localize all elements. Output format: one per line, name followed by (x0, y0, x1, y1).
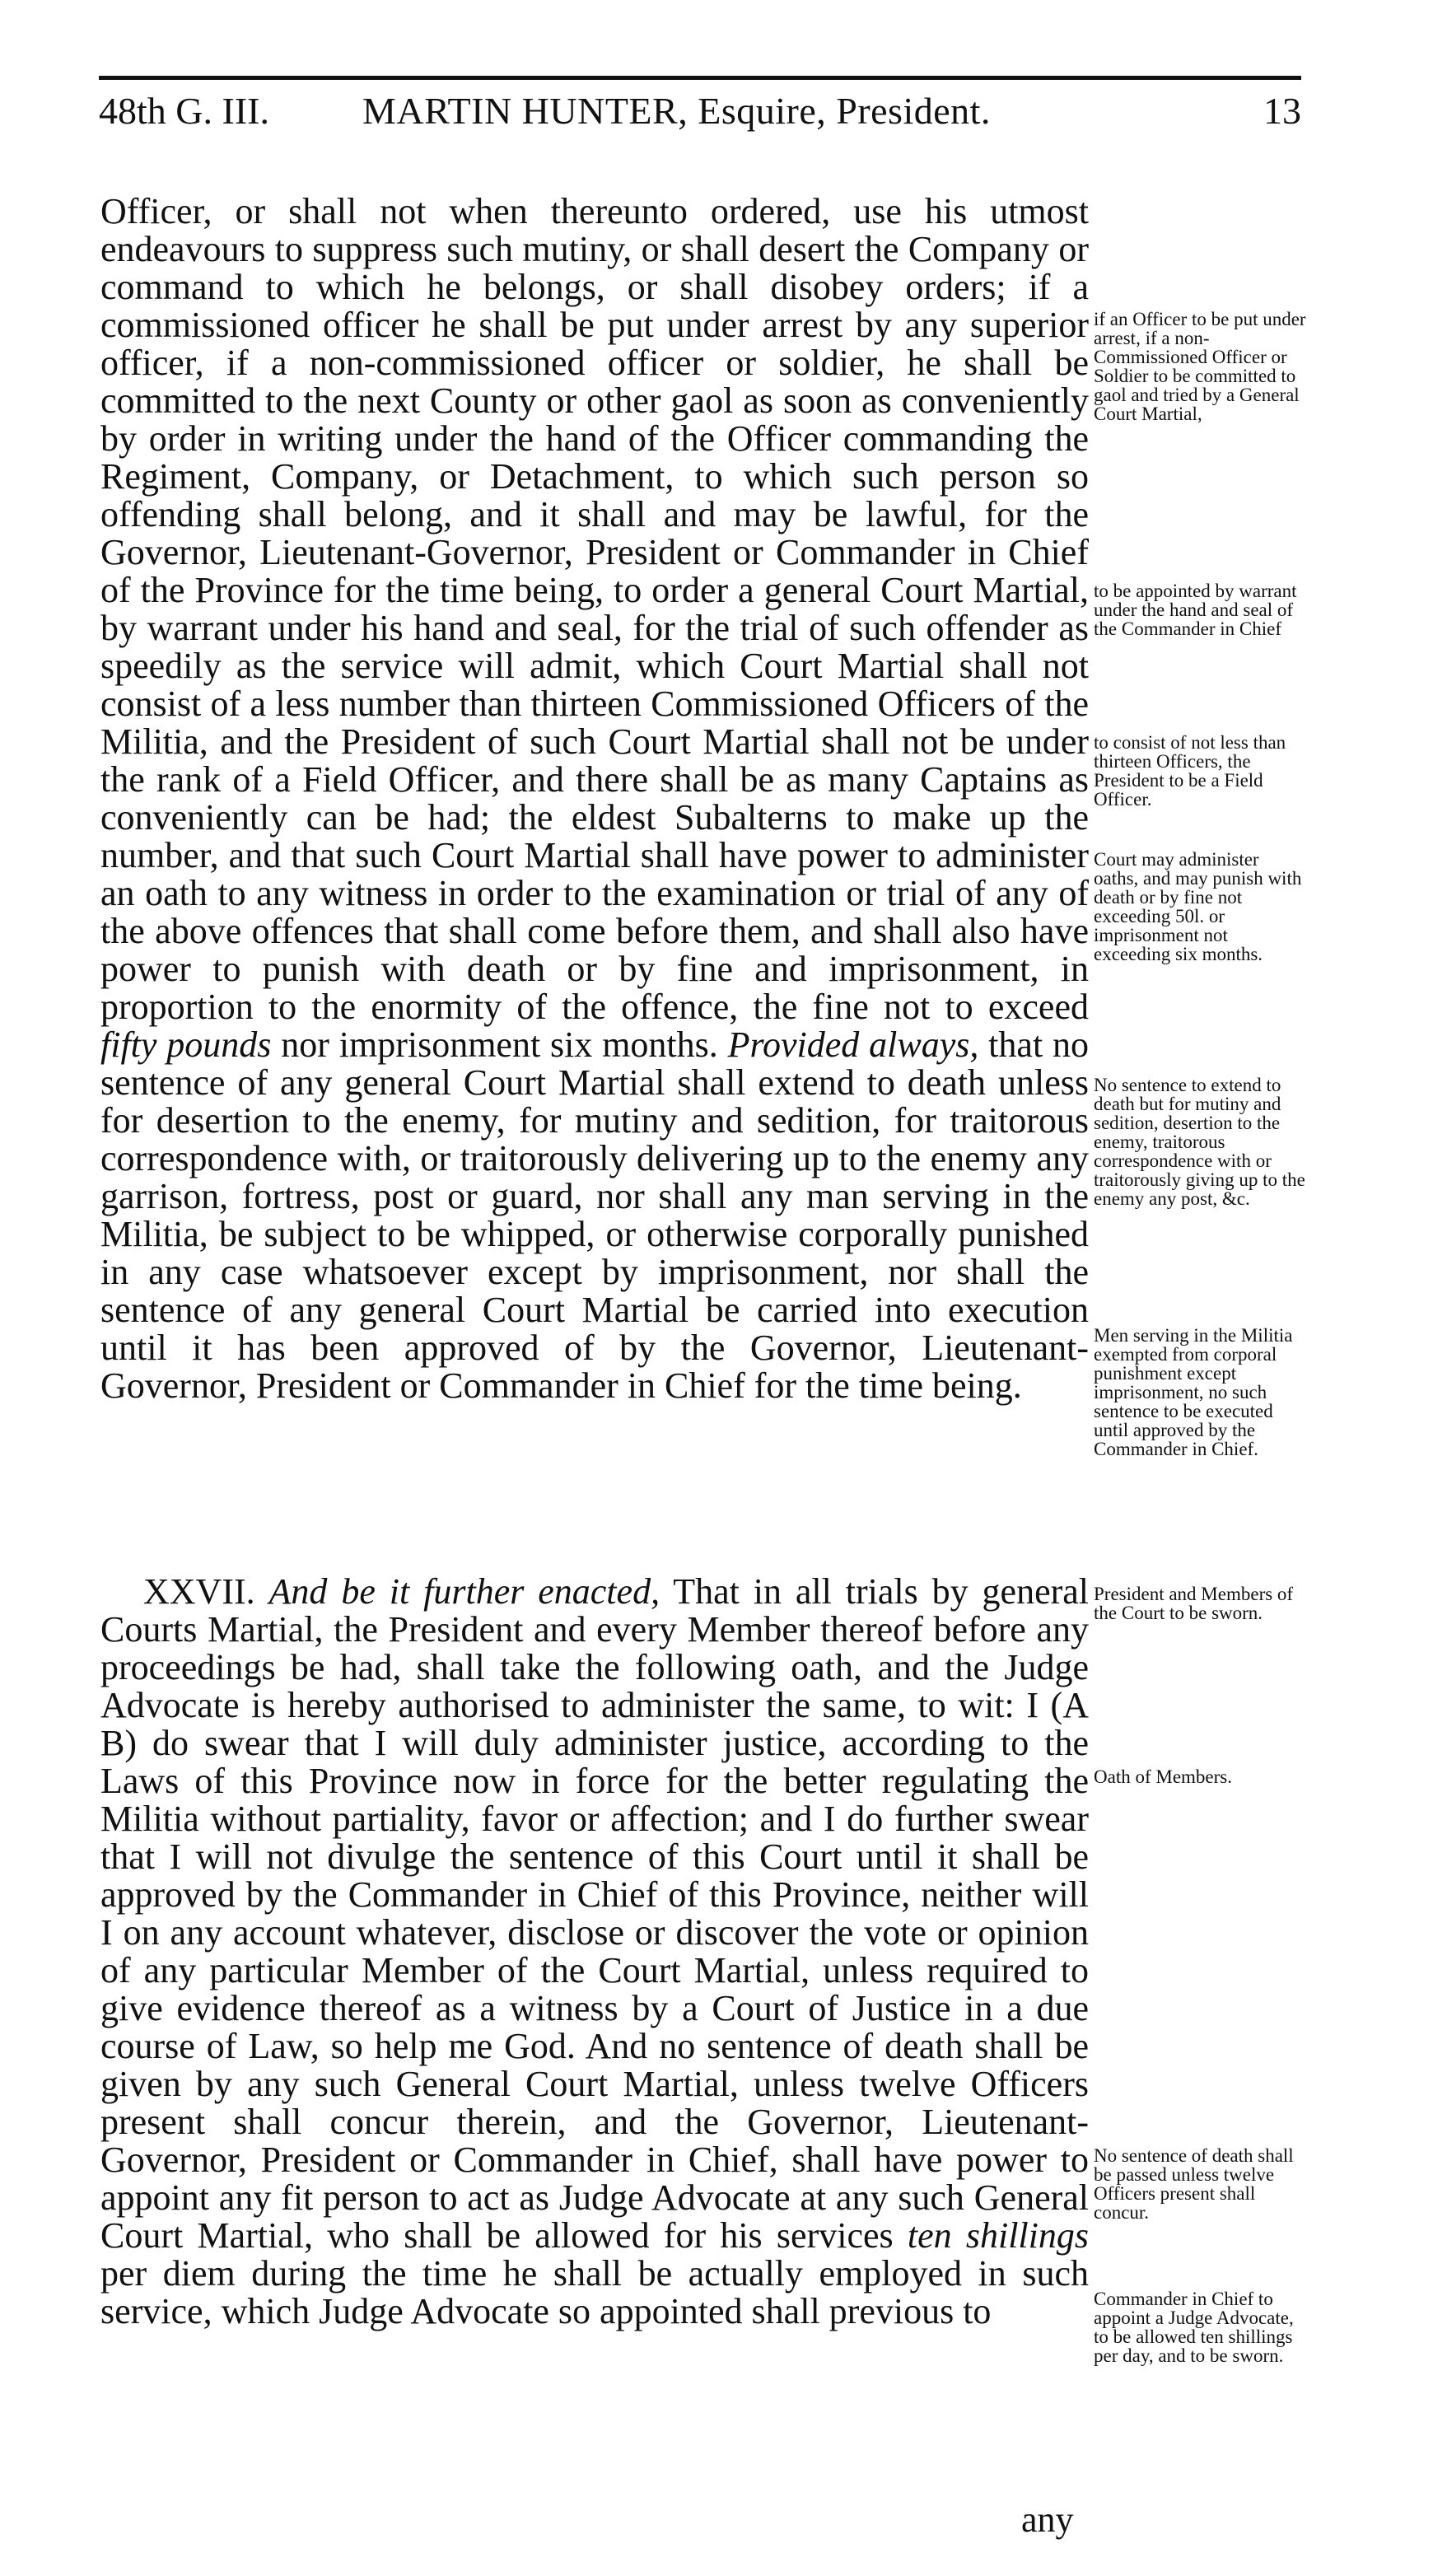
paragraph-text: Officer, or shall not when thereunto ordered, use his utmost endeavours to suppress such mutiny, or shall desert the Company or command to which he belongs, or shall disobey orders; if a commissioned officer he shall be put under arrest by any superior officer, if a non-commissioned officer or soldier, he shall be committed to the next County or other gaol as soon as conveniently by order in writing under the hand of the Officer commanding the Regiment, Company, or Detachment, to which such person so offending shall belong, and it shall and may be lawful, for the Governor, Lieutenant-Governor, President or Commander in Chief of the Province for the time being, to order a general Court Martial, by warrant under his hand and seal, for the trial of such offender as speedily as the service will admit, which Court Martial shall not consist of a less number than thirteen Commissioned Officers of the Militia, and the President of such Court Martial shall not be under the rank of a Field Officer, and there shall be as many Captains as conveniently can be had; the eldest Subalterns to make up the number, and that such Court Martial shall have power to administer an oath to any witness in order to the examination or trial of any of the above offences that shall come before them, and shall also have power to punish with death or by fine and imprisonment, in proportion to the enormity of the offence, the fine not to exceed fifty pounds nor imprisonment six months. Provided always, that no sentence of any general Court Martial shall extend to death unless for desertion to the enemy, for mutiny and sedition, for traitorous correspondence with, or traitorously delivering up to the enemy any garrison, fortress, post or guard, nor shall any man serving in the Militia, be subject to be whipped, or otherwise corporally punished in any case whatsoever except by imprisonment, nor shall the sentence of any general Court Martial be carried into execution until it has been approved of by the Governor, Lieutenant-Governor, President or Commander in Chief for the time being. (100, 191, 1090, 1406)
marginal-note: to consist of not less than thirteen Officers, the President to be a Field Officer. (1094, 732, 1286, 810)
regnal-year: 48th G. III. (99, 90, 269, 132)
body-paragraph-1 (100, 193, 1089, 1405)
body-paragraph-2 (100, 1573, 1089, 2331)
catchword: any (1021, 2499, 1074, 2540)
marginal-note: Commander in Chief to appoint a Judge Advocate, to be allowed ten shillings per day, and to be sworn. (1094, 2289, 1294, 2366)
running-header (99, 89, 1301, 147)
marginal-note: No sentence of death shall be passed unless twelve Officers present shall concur. (1094, 2145, 1294, 2223)
marginal-note: No sentence to extend to death but for mutiny and sedition, desertion to the enemy, traitorous correspondence with or traitorously giving up to the enemy any post, &c. (1094, 1075, 1305, 1209)
paragraph-text: XXVII. And be it further enacted, That in all trials by general Courts Martial, the President and every Member thereof before any proceedings be had, shall take the following oath, and the Judge Advocate is hereby authorised to administer the same, to wit: I (A B) do swear that I will duly administer justice, according to the Laws of this Province now in force for the better regulating the Militia without partiality, favor or affection; and I do further swear that I will not divulge the sentence of this Court until it shall be approved by the Commander in Chief of this Province, neither will I on any account whatever, disclose or discover the vote or opinion of any particular Member of the Court Martial, unless required to give evidence thereof as a witness by a Court of Justice in a due course of Law, so help me God. And no sentence of death shall be given by any such General Court Martial, unless twelve Officers present shall concur therein, and the Governor, Lieutenant-Governor, President or Commander in Chief, shall have power to appoint any fit person to act as Judge Advocate at any such General Court Martial, who shall be allowed for his services ten shillings per diem during the time he shall be actually employed in such service, which Judge Advocate so appointed shall previous to (100, 1571, 1089, 2331)
section-number: XXVII. (143, 1571, 255, 1612)
marginal-note: to be appointed by warrant under the hand and seal of the Commander in Chief (1094, 581, 1297, 639)
page-number: 13 (1263, 90, 1301, 132)
marginal-note: Oath of Members. (1094, 1766, 1232, 1787)
header-rule (99, 76, 1301, 80)
marginal-note: President and Members of the Court to be sworn. (1094, 1584, 1294, 1623)
marginal-note: Men serving in the Militia exempted from corporal punishment except imprisonment, no such sentence to be executed until approved by the Commander in Chief. (1094, 1325, 1293, 1459)
marginal-note: if an Officer to be put under arrest, if a non-Commissioned Officer or Soldier to be committed to gaol and tried by a General Court Martial, (1094, 309, 1306, 424)
marginal-note: Court may administer oaths, and may punish with death or by fine not exceeding 50l. or imprisonment not exceeding six months. (1094, 849, 1302, 964)
header-title: MARTIN HUNTER, Esquire, President. (362, 90, 991, 132)
